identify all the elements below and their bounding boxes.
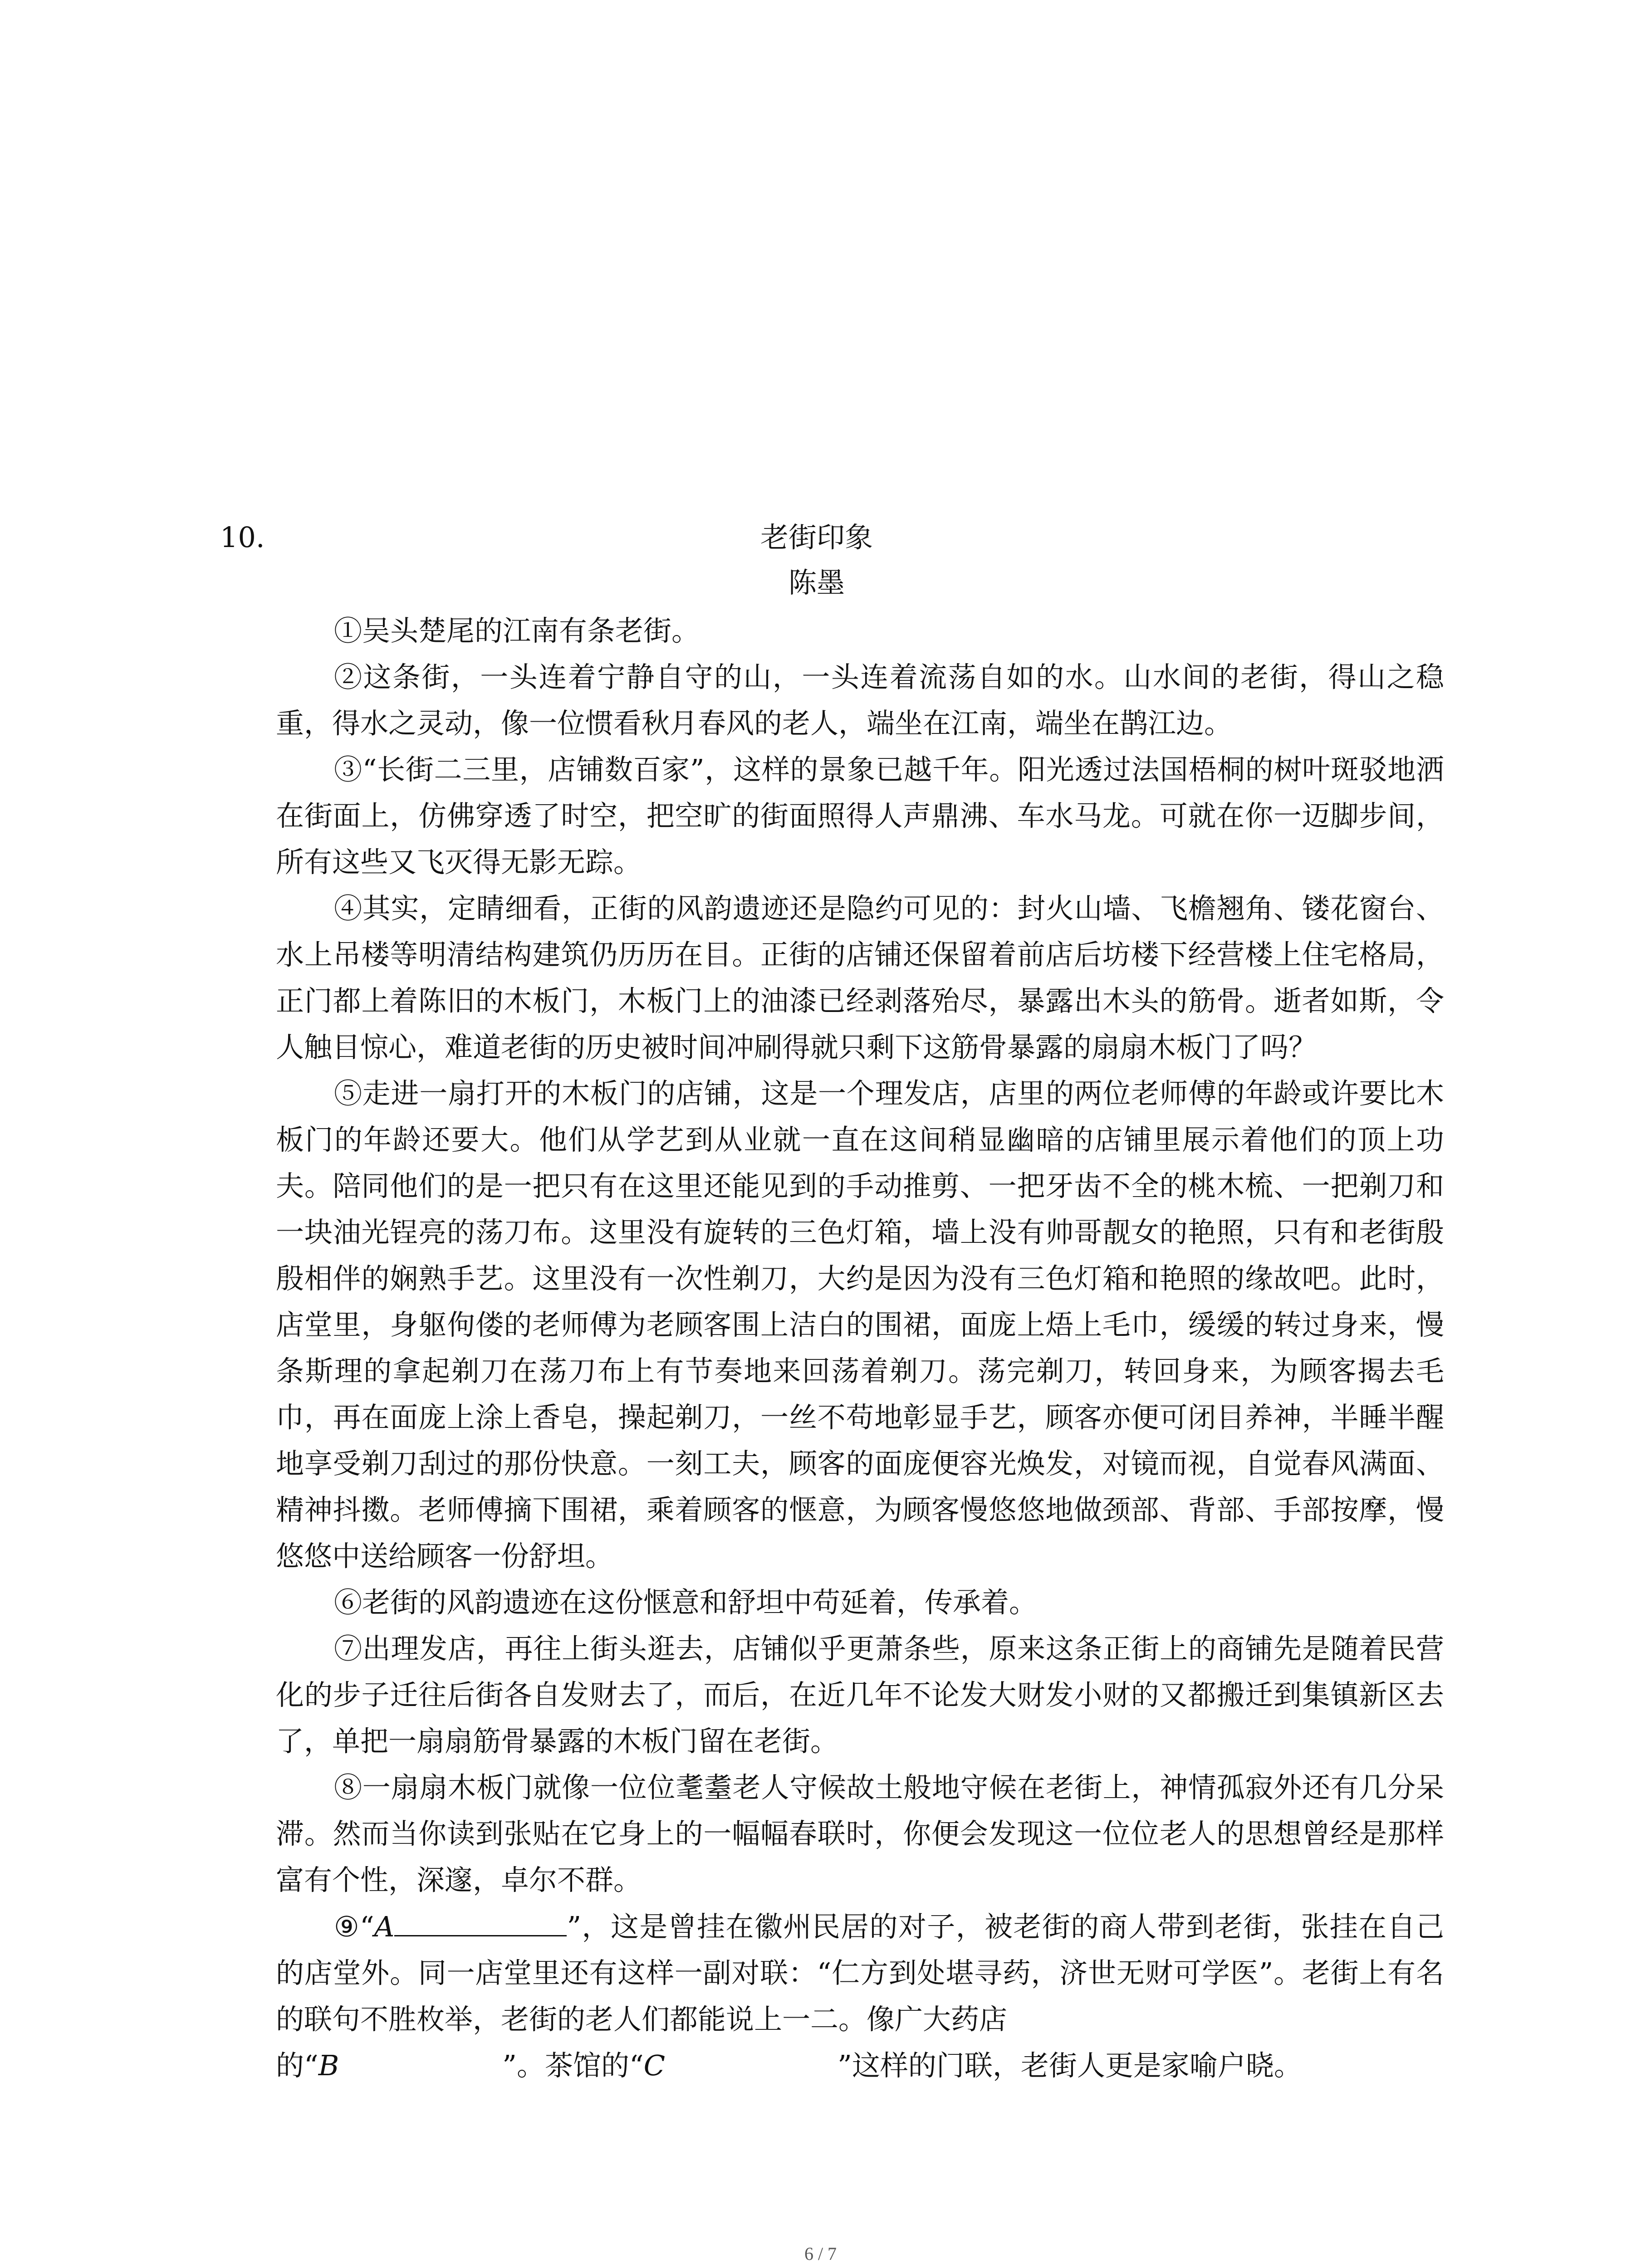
blank-b-label: B bbox=[318, 2049, 339, 2082]
para9-line-b-suffix: ”这样的门联，老街人更是家喻户晓。 bbox=[838, 2049, 1302, 2082]
paragraph-3: ③“长街二三里，店铺数百家”，这样的景象已越千年。阳光透过法国梧桐的树叶斑驳地洒在街面上，仿佛穿透了时空，把空旷的街面照得人声鼎沸、车水马龙。可就在你一迈脚步间，所有这些又飞灭得无影无踪。 bbox=[276, 753, 1444, 879]
paragraph-9 bbox=[276, 1903, 1444, 2089]
para9-middle: ”，这是曾挂在徽州民居的对子，被老街的商人带到老街，张挂在自己的店堂外。同一店堂里还有这样一副对联：“仁方到处堪寻药，济世无财可学医”。老街上有名的联句不胜枚举，老街的老人们都能说上一二。像广大药店 bbox=[276, 1910, 1445, 2036]
para9-prefix: ⑨“ bbox=[334, 1910, 374, 1943]
para9-line-b-prefix: 的“ bbox=[276, 2049, 318, 2082]
paragraph-7: ⑦出理发店，再往上街头逛去，店铺似乎更萧条些，原来这条正街上的商铺先是随着民营化的步子迁往后街各自发财去了，而后，在近几年不论发大财发小财的又都搬迁到集镇新区去了，单把一扇扇筋骨暴露的木板门留在老街。 bbox=[276, 1632, 1444, 1758]
paragraph-2: ②这条街，一头连着宁静自守的山，一头连着流荡自如的水。山水间的老街，得山之稳重，得水之灵动，像一位惯看秋月春风的老人，端坐在江南，端坐在鹊江边。 bbox=[276, 660, 1444, 740]
question-number: 10. bbox=[220, 521, 265, 554]
blank-c-label: C bbox=[643, 2049, 666, 2082]
paragraph-1: ①吴头楚尾的江南有条老街。 bbox=[334, 614, 700, 647]
blank-a-line bbox=[394, 1903, 567, 1936]
paragraph-8: ⑧一扇扇木板门就像一位位耄耋老人守候故土般地守候在老街上，神情孤寂外还有几分呆滞。然而当你读到张贴在它身上的一幅幅春联时，你便会发现这一位位老人的思想曾经是那样富有个性，深邃，卓尔不群。 bbox=[276, 1771, 1444, 1897]
article-body bbox=[276, 608, 1444, 2089]
paragraph-5: ⑤走进一扇打开的木板门的店铺，这是一个理发店，店里的两位老师傅的年龄或许要比木板门的年龄还要大。他们从学艺到从业就一直在这间稍显幽暗的店铺里展示着他们的顶上功夫。陪同他们的是一把只有在这里还能见到的手动推剪、一把牙齿不全的桃木梳、一把剃刀和一块油光锃亮的荡刀布。这里没有旋转的三色灯箱，墙上没有帅哥靓女的艳照，只有和老街殷殷相伴的娴熟手艺。这里没有一次性剃刀，大约是因为没有三色灯箱和艳照的缘故吧。此时，店堂里，身躯佝偻的老师傅为老顾客围上洁白的围裙，面庞上焐上毛巾，缓缓的转过身来，慢条斯理的拿起剃刀在荡刀布上有节奏地来回荡着剃刀。荡完剃刀，转回身来，为顾客揭去毛巾，再在面庞上涂上香皂，操起剃刀，一丝不苟地彰显手艺，顾客亦便可闭目养神，半睡半醒地享受剃刀刮过的那份快意。一刻工夫，顾客的面庞便容光焕发，对镜而视，自觉春风满面、精神抖擞。老师傅摘下围裙，乘着顾客的惬意，为顾客慢悠悠地做颈部、背部、手部按摩，慢悠悠中送给顾客一份舒坦。 bbox=[276, 1077, 1444, 1573]
paragraph-4: ④其实，定睛细看，正街的风韵遗迹还是隐约可见的：封火山墙、飞檐翘角、镂花窗台、水上吊楼等明清结构建筑仍历历在目。正街的店铺还保留着前店后坊楼下经营楼上住宅格局，正门都上着陈旧的木板门，木板门上的油漆已经剥落殆尽，暴露出木头的筋骨。逝者如斯，令人触目惊心，难道老街的历史被时间冲刷得就只剩下这筋骨暴露的扇扇木板门了吗？ bbox=[276, 892, 1444, 1064]
article-title: 老街印象 bbox=[760, 521, 873, 554]
paragraph-6: ⑥老街的风韵遗迹在这份惬意和舒坦中苟延着，传承着。 bbox=[334, 1586, 1038, 1619]
blank-a-label: A bbox=[374, 1910, 395, 1943]
article-author: 陈墨 bbox=[788, 566, 845, 599]
page-number: 6 / 7 bbox=[804, 2244, 837, 2264]
para9-line-b-middle: ”。茶馆的“ bbox=[502, 2049, 644, 2082]
